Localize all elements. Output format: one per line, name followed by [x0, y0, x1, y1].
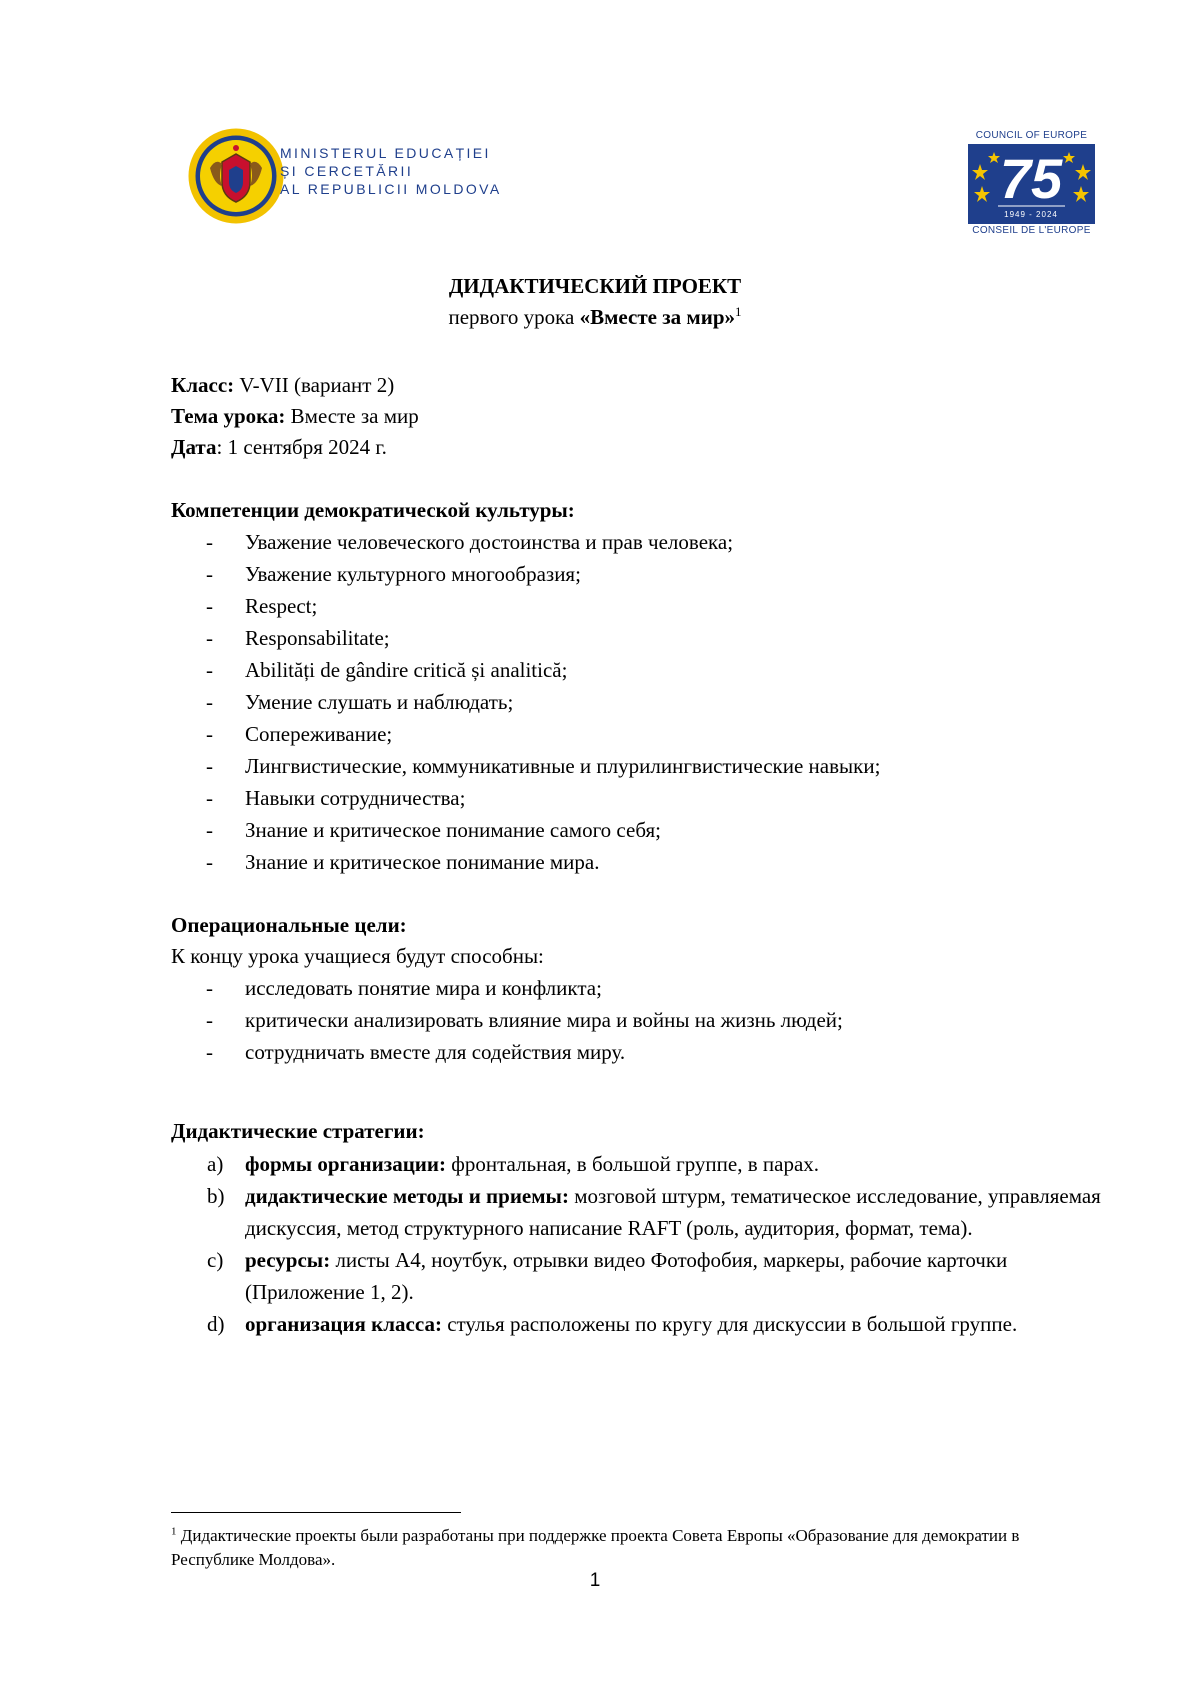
- topic-label: Тема урока:: [171, 404, 286, 428]
- date-line: [171, 432, 387, 462]
- class-value: V-VII (вариант 2): [234, 373, 395, 397]
- ministry-logo: [188, 128, 518, 224]
- list-item: - исследовать понятие мира и конфликта;: [171, 972, 843, 1004]
- dash-bullet: -: [206, 786, 213, 810]
- dash-bullet: -: [206, 754, 213, 778]
- subtitle-prefix: первого урока: [448, 305, 580, 329]
- page-number: 1: [589, 1570, 601, 1591]
- date-value: : 1 сентября 2024 г.: [216, 435, 387, 459]
- list-item: - Responsabilitate;: [171, 622, 880, 654]
- footnote-reference: 1: [735, 304, 742, 319]
- dash-bullet: -: [206, 562, 213, 586]
- document-subtitle: [0, 305, 1190, 330]
- council-of-europe-logo: [964, 130, 1099, 240]
- dash-bullet: -: [206, 722, 213, 746]
- ministry-logo-line-3: AL REPUBLICII MOLDOVA: [280, 181, 502, 197]
- objectives-list: [171, 972, 843, 1068]
- list-item: - Respect;: [171, 590, 880, 622]
- coe-logo-years: 1949 - 2024: [1004, 210, 1058, 219]
- list-marker: b): [207, 1184, 225, 1208]
- class-line: [171, 370, 394, 400]
- competences-heading: Компетенции демократической культуры:: [171, 498, 575, 522]
- list-item: - Знание и критическое понимание мира.: [171, 846, 880, 878]
- competences-list: [171, 526, 880, 878]
- topic-line: [171, 401, 419, 431]
- footnote-text: Дидактические проекты были разработаны при поддержке проекта Совета Европы «Образование для демократии в Республике Молдова».: [171, 1526, 1020, 1569]
- class-label: Класс:: [171, 373, 235, 397]
- list-item: - Знание и критическое понимание самого себя;: [171, 814, 880, 846]
- list-item: - Лингвистические, коммуникативные и плурилингвистические навыки;: [171, 750, 880, 782]
- dash-bullet: -: [206, 1008, 213, 1032]
- subtitle-lesson-name: «Вместе за мир»: [579, 305, 735, 329]
- footnote-separator: [171, 1512, 461, 1513]
- footnote: [171, 1524, 1076, 1572]
- strategies-list: [171, 1148, 1110, 1340]
- ministry-emblem-icon: [188, 128, 518, 224]
- date-label: Дата: [171, 435, 217, 459]
- coe-logo-bottom-text: CONSEIL DE L'EUROPE: [972, 225, 1091, 236]
- document-title: ДИДАКТИЧЕСКИЙ ПРОЕКТ: [448, 274, 742, 298]
- ministry-logo-line-1: MINISTERUL EDUCAȚIEI: [280, 145, 491, 161]
- list-item: - Уважение человеческого достоинства и прав человека;: [171, 526, 880, 558]
- dash-bullet: -: [206, 850, 213, 874]
- dash-bullet: -: [206, 530, 213, 554]
- dash-bullet: -: [206, 594, 213, 618]
- list-item: - критически анализировать влияние мира и войны на жизнь людей;: [171, 1004, 843, 1036]
- list-item: b) дидактические методы и приемы: мозговой штурм, тематическое исследование, управляемая дискуссия, метод структурного написание RAFT (роль, аудитория, формат, тема).: [171, 1180, 1110, 1244]
- list-marker: c): [207, 1248, 224, 1272]
- topic-value: Вместе за мир: [285, 404, 419, 428]
- strategies-heading: Дидактические стратегии:: [171, 1119, 425, 1143]
- objectives-intro: К концу урока учащиеся будут способны:: [171, 944, 544, 968]
- dash-bullet: -: [206, 976, 213, 1000]
- list-marker: a): [207, 1152, 224, 1176]
- dash-bullet: -: [206, 1040, 213, 1064]
- list-item: - Умение слушать и наблюдать;: [171, 686, 880, 718]
- coe-75-anniversary-icon: [968, 144, 1095, 224]
- coe-logo-top-text: COUNCIL OF EUROPE: [975, 130, 1088, 141]
- dash-bullet: -: [206, 690, 213, 714]
- list-item: - Навыки сотрудничества;: [171, 782, 880, 814]
- list-item: a) формы организации: фронтальная, в большой группе, в парах.: [171, 1148, 1110, 1180]
- list-item: c) ресурсы: листы А4, ноутбук, отрывки видео Фотофобия, маркеры, рабочие карточки (Приложение 1, 2).: [171, 1244, 1110, 1308]
- ministry-logo-line-2: ȘI CERCETĂRII: [280, 163, 414, 179]
- list-item: - сотрудничать вместе для содействия миру.: [171, 1036, 843, 1068]
- objectives-heading: Операциональные цели:: [171, 913, 407, 937]
- dash-bullet: -: [206, 626, 213, 650]
- list-marker: d): [207, 1312, 225, 1336]
- footnote-number: 1: [171, 1525, 177, 1538]
- dash-bullet: -: [206, 658, 213, 682]
- coe-logo-number: 75: [999, 147, 1063, 210]
- list-item: - Уважение культурного многообразия;: [171, 558, 880, 590]
- list-item: - Abilități de gândire critică și analitică;: [171, 654, 880, 686]
- list-item: d) организация класса: стулья расположены по кругу для дискуссии в большой группе.: [171, 1308, 1110, 1340]
- list-item: - Сопереживание;: [171, 718, 880, 750]
- dash-bullet: -: [206, 818, 213, 842]
